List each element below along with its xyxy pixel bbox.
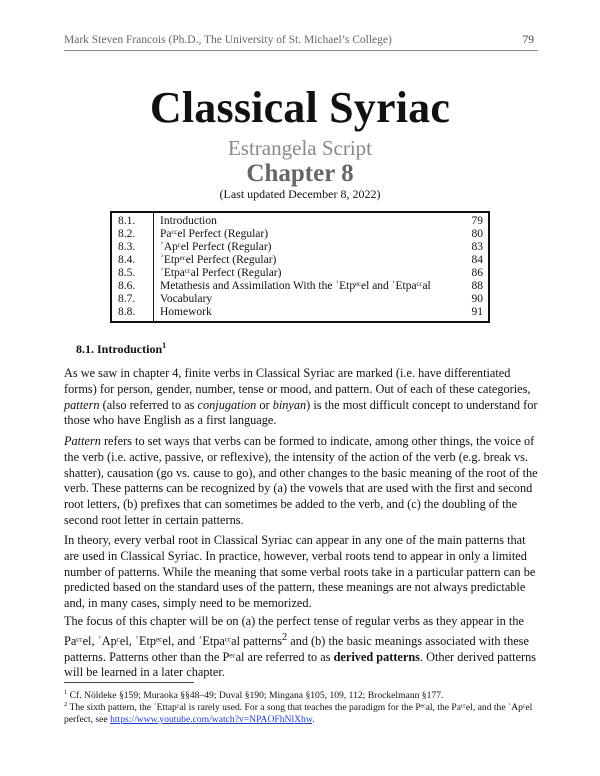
toc-label: Metathesis and Assimilation With the ʾEtpᵉᶜel and ʾEtpaᶜᶜal (160, 280, 431, 292)
section-title: 8.1. Introduction (76, 342, 163, 356)
toc-page: 79 (471, 215, 483, 227)
header-author: Mark Steven Francois (Ph.D., The University of St. Michael’s College) (64, 34, 392, 46)
chapter-heading: Chapter 8 (246, 160, 354, 187)
footnote-ref[interactable]: 2 (282, 631, 288, 643)
page-subtitle: Estrangela Script (227, 136, 373, 160)
toc-page: 83 (471, 241, 483, 253)
footnote-ref[interactable]: 1 (162, 341, 167, 350)
toc-number: 8.7. (118, 293, 136, 305)
youtube-link[interactable]: https://www.youtube.com/watch?v=NPAOFhNlXhw (110, 714, 313, 726)
term-pattern: Pattern (64, 434, 101, 448)
toc-number: 8.6. (118, 280, 136, 292)
table-of-contents (110, 211, 490, 323)
toc-page: 90 (471, 293, 483, 305)
toc-label: Paᶜᶜel Perfect (Regular) (160, 228, 269, 240)
section-heading (76, 341, 166, 357)
toc-row[interactable] (112, 267, 488, 280)
toc-row[interactable] (112, 306, 488, 319)
toc-page: 91 (471, 306, 483, 318)
toc-label: ʾApᶜel Perfect (Regular) (160, 241, 272, 253)
header-page-number: 79 (522, 34, 534, 46)
text-run: or (256, 397, 273, 412)
last-updated: (Last updated December 8, 2022) (219, 187, 381, 201)
text-run: The focus of this chapter will be on (a) the perfect tense of regular verbs as they appear in the Paᶜᶜel, ʾApᶜel, ʾEtpᵉᶜel, and ʾEtpaᶜᶜal patterns (64, 614, 524, 648)
toc-label: Introduction (160, 215, 217, 227)
paragraph-3: In theory, every verbal root in Classical Syriac can appear in any one of the main patterns that are used in Classical Syriac. In practice, however, verbal roots tend to appear in only a limited number of patterns. While the meaning that some verbal roots take in a particular pattern can be predicted based on the standard uses of the pattern, these meanings are not always predictable and, in many cases, simply need to be memorized. (64, 533, 536, 611)
toc-row[interactable] (112, 215, 488, 228)
toc-row[interactable] (112, 241, 488, 254)
toc-label: Homework (160, 306, 212, 318)
footnote-mark: 2 (64, 701, 68, 708)
text-run: . Other derived patterns will be learned in a later chapter. (64, 649, 537, 680)
toc-number: 8.3. (118, 241, 136, 253)
toc-number: 8.5. (118, 267, 136, 279)
term-binyan: binyan (272, 397, 307, 412)
toc-page: 88 (471, 280, 483, 292)
toc-page: 80 (471, 228, 483, 240)
paragraph-1 (64, 366, 542, 429)
footnote-2 (64, 699, 542, 726)
toc-row[interactable] (112, 254, 488, 267)
toc-number: 8.8. (118, 306, 136, 318)
footnote-separator (64, 682, 194, 683)
toc-page: 84 (471, 254, 483, 266)
toc-number: 8.2. (118, 228, 136, 240)
paragraph-4 (64, 614, 542, 681)
toc-row[interactable] (112, 228, 488, 241)
toc-number: 8.1. (118, 215, 136, 227)
text-run: As we saw in chapter 4, finite verbs in Classical Syriac are marked (i.e. have differentiated forms) for person, gender, number, tense or mood, and pattern. Out of each of these categories, (64, 366, 531, 396)
text-run: and (b) the basic meanings associated with these patterns. Patterns other than the Pᵉᶜal are referred to as (64, 633, 529, 664)
paragraph-2 (64, 434, 542, 529)
toc-row[interactable] (112, 280, 488, 293)
toc-number: 8.4. (118, 254, 136, 266)
footnote-text: The sixth pattern, the ʾEttapᶜal is rarely used. For a song that teaches the paradigm for the Pᵉᶜal, the Paᶜᶜel, and the ʾApᶜel perfect, see (64, 702, 533, 726)
page-title: Classical Syriac (149, 83, 451, 132)
text-run: refers to set ways that verbs can be formed to indicate, among other things, the voice of the verb (i.e. active, passive, or reflexive), the intensity of the action of the verb (e.g. break vs. shatter), causation (go vs. cause to go), and other changes to the basic meaning of the root of the verb. These patterns can be recognized by (a) the vowels that are used with the first and second root letters, (b) prefixes that can sometimes be added to the verb, and (c) the doubling of the second root letter in certain patterns. (64, 434, 538, 527)
term-conjugation: conjugation (197, 397, 257, 412)
toc-label: Vocabulary (160, 293, 213, 305)
footnote-text: Cf. Nöldeke §159; Muraoka §§48–49; Duval §190; Mingana §105, 109, 112; Brockelmann §177. (67, 690, 444, 702)
toc-label: ʾEtpaᶜᶜal Perfect (Regular) (160, 267, 282, 279)
toc-page: 86 (471, 267, 483, 279)
footnote-mark: 1 (64, 689, 68, 696)
term-pattern: pattern (64, 397, 100, 412)
term-derived-patterns: derived patterns (333, 649, 420, 664)
text-run: (also referred to as (99, 397, 198, 412)
running-header (64, 34, 538, 51)
toc-label: ʾEtpᵉᶜel Perfect (Regular) (160, 254, 277, 266)
toc-row[interactable] (112, 293, 488, 306)
text-run: ) is the most difficult concept to understand for those who have English as a first language. (64, 397, 538, 428)
footnote-end: . (312, 714, 315, 726)
